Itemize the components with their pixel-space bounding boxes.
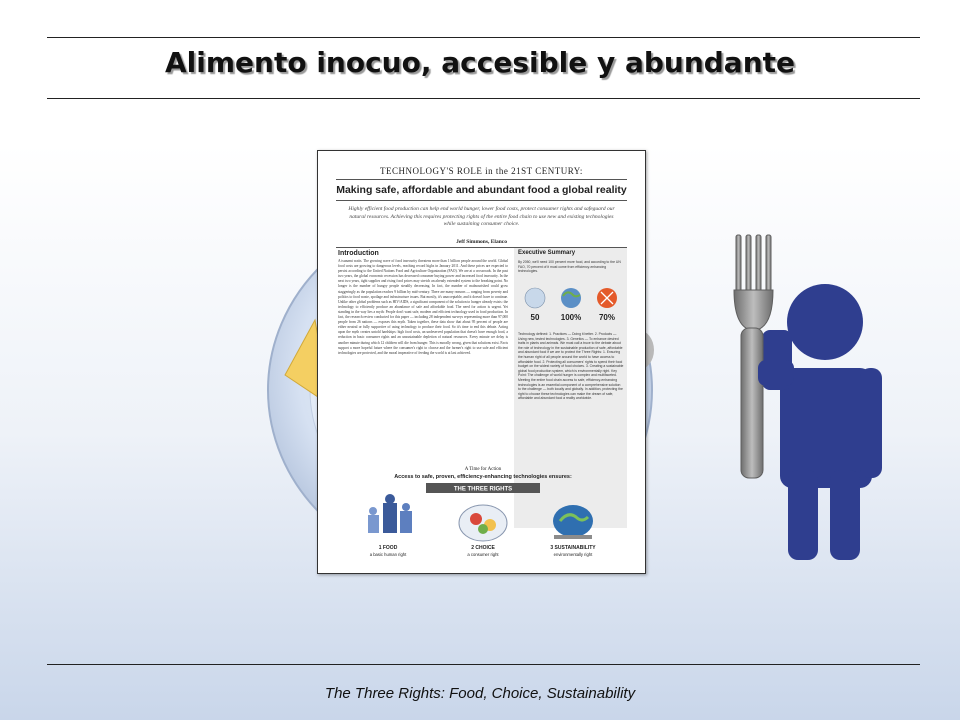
right-sub-food: a basic human right: [369, 552, 407, 557]
right-label-food: 1 FOOD: [378, 545, 398, 551]
stat-100: 100%: [560, 313, 582, 322]
intro-text: A tsunami waits. The growing wave of food insecurity threatens more than 1 billion people around the world. Global food costs are growing to dangerous levels, reaching record highs in January 2011. And these prices are expected to persist according to the United Nations Food and Agriculture Organization (FAO). We are at a crossroads. In the past two years, the global economic recession has decreased consumer buying power and increased food insecurity. In the next two years, tight supplies and rising food prices may stretch an already extended system to the breaking point. No longer is the number of hungry people steadily decreasing. In fact, the number of malnourished could grow staggeringly as the population reaches 9 billion by mid-century. There are many reasons — ranging from poverty and politics to food waste, spoilage and infrastructure issues. But mostly, it's unacceptable, and it doesn't have to continue. Unlike other global problems such as HIV/AIDS, a significant component of the solution to hunger already exists: the technology to efficiently produce an abundance of safe and affordable food. The need for action is urgent. Yet standing in the way lies a myth: People don't want safe, modern and efficient technology used in food production. In fact, the research review conducted for this paper — including 28 independent surveys representing more than 97,000 people from 26 nations — exposes this myth. Taken together, these data show that about 95 percent of people are either neutral or fully supportive of using technology to produce their food. So it's time to end this debate. Acting upon the myth creates untold hardships: high food costs, an undeserved population that doesn't have enough food, a reduction in basic consumer rights and an unsustainable depletion of natural resources. Every minute we delay is another minute during which 12 children will die from hunger. This is morally wrong, given that solutions exist. Facts support a more hopeful future where the consumer's right to choose and the farmer's right to use safe and efficient technologies are protected, and the moral imperative of feeding the world is at last achieved.: [338, 259, 508, 355]
intro-heading: Introduction: [338, 250, 379, 257]
person-icon: [762, 284, 882, 560]
slide-title: Alimento inocuo, accesible y abundante: [164, 46, 796, 79]
doc-divider: [336, 179, 627, 180]
bottom-rule: [47, 664, 920, 665]
right-sub-choice: a consumer right: [467, 552, 499, 557]
doc-divider: [336, 200, 627, 201]
doc-author: Jeff Simmons, Elanco: [456, 239, 507, 245]
slide-footer: The Three Rights: Food, Choice, Sustainability: [324, 685, 636, 702]
exec-text: By 2050, we'll need 100 percent more food, and according to the UN FAO, 70 percent of it must come from efficiency-enhancing technologies.: [518, 260, 621, 274]
right-label-choice: 2 CHOICE: [471, 545, 495, 551]
report-document: [317, 150, 646, 574]
exec-text-2: Technology defined: 1. Practices — Doing it better. 2. Products — Using new, tested technologies. 3. Genetics — To enhance desired traits in plants and animals. We must call a truce to the debate about the role of technology in the sustainable production of safe, affordable and abundant food if we are to protect the Three Rights: 1. Ensuring the human right of all people around the world to have access to affordable food. 2. Protecting all consumers' rights to spend their food budget on the widest variety of food choices. 3. Creating a sustainable global food production system, which is environmentally right. Key Point: The challenge of world hunger is complex and multifaceted. Meeting the entire food chain access to safe, efficiency-enhancing technologies is an essential component of a comprehensive solution to the challenge — both locally and globally. In addition, protecting the right to choose these technologies can make the dream of safe, affordable and abundant food a reality worldwide.: [518, 332, 624, 401]
right-label-sustainability: 3 SUSTAINABILITY: [550, 545, 596, 551]
doc-subtitle: Highly efficient food production can help end world hunger, lower food costs, protect consumer rights and safeguard our natural resources. Achieving this requires protecting rights of the entire food chain to use new and existing technologies while sustaining consumer choice.: [348, 206, 615, 227]
exec-heading: Executive Summary: [518, 250, 576, 256]
right-sub-sustainability: environmentally right: [553, 552, 593, 557]
stat-50: 50: [530, 313, 540, 322]
hand-icon: [758, 360, 794, 386]
stat-70: 70%: [598, 313, 616, 322]
doc-title: Making safe, affordable and abundant food a global reality: [336, 184, 627, 196]
rights-heading: Access to safe, proven, efficiency-enhancing technologies ensures:: [394, 474, 572, 480]
rights-banner: THE THREE RIGHTS: [453, 486, 513, 493]
title-underline-rule: [47, 98, 920, 99]
rights-caption: A Time for Action: [464, 467, 502, 472]
three-rights-panel: [338, 467, 628, 567]
exec-stats-graphic: [517, 284, 625, 328]
person-with-fork-icon: [700, 230, 890, 570]
doc-kicker: TECHNOLOGY'S ROLE in the 21ST CENTURY:: [380, 166, 583, 176]
top-rule: [47, 37, 920, 38]
